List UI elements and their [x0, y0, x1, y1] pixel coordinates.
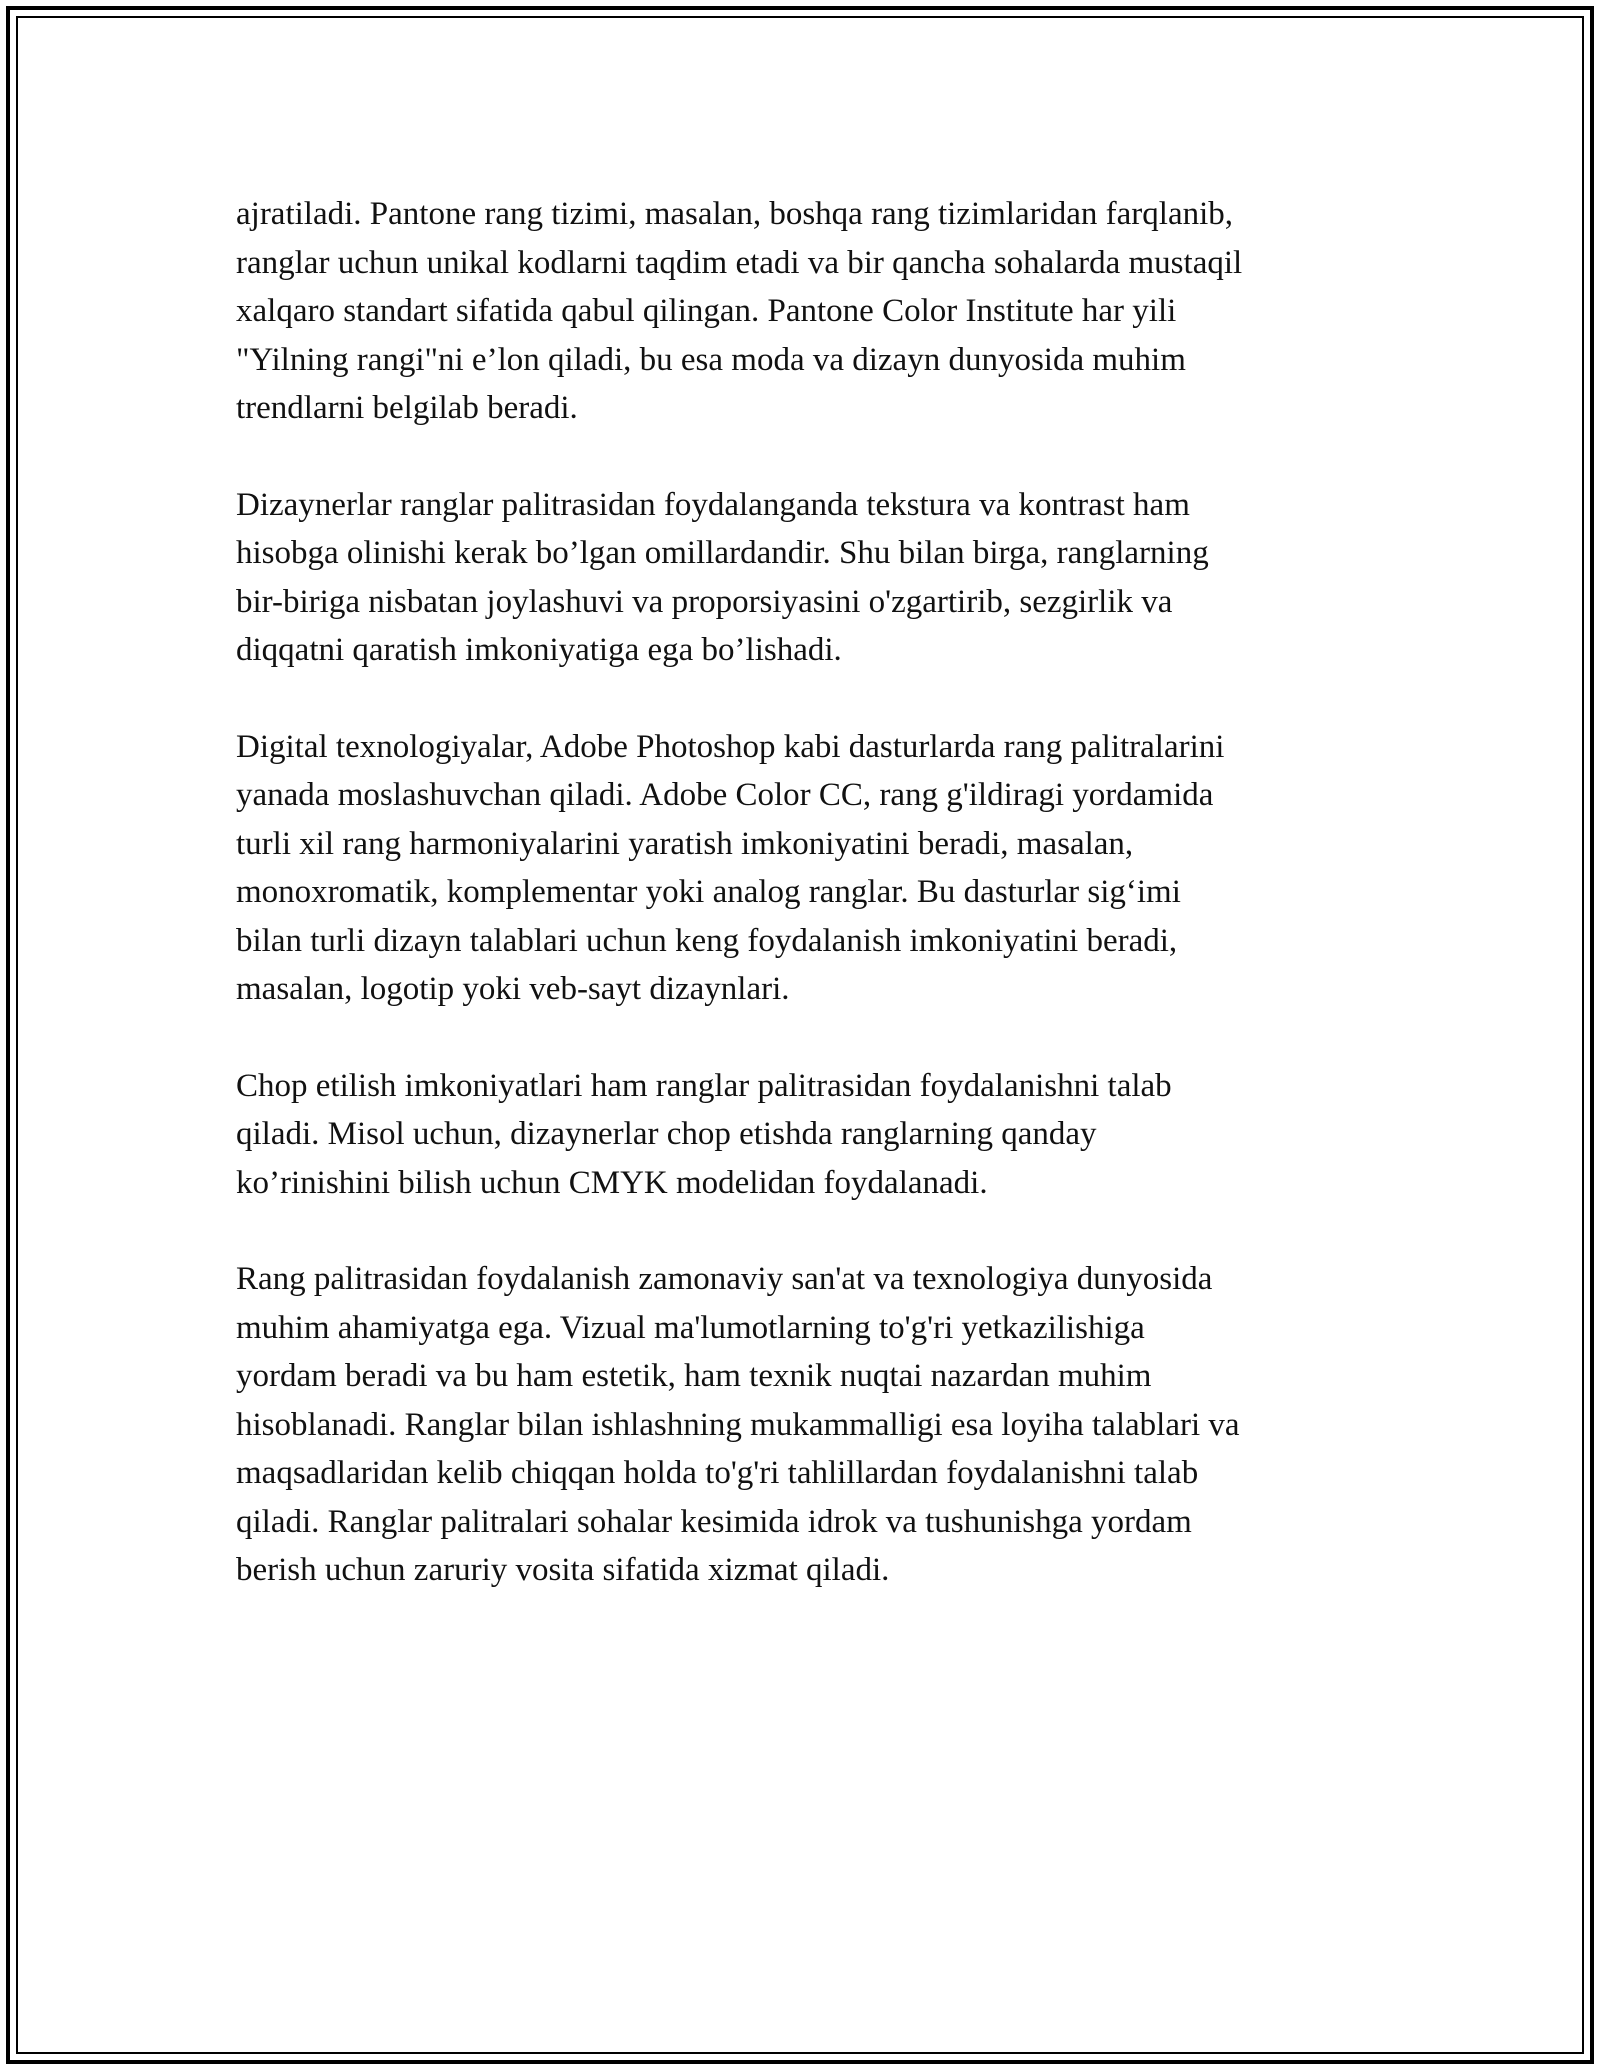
- text-line: yanada moslashuvchan qiladi. Adobe Color CC, rang g'ildiragi yordamida: [236, 777, 1214, 813]
- text-line: bilan turli dizayn talablari uchun keng foydalanish imkoniyatini beradi,: [236, 922, 1178, 959]
- text-line: trendlarni belgilab beradi.: [236, 390, 578, 426]
- text-line: Rang palitrasidan foydalanish zamonaviy san'at va texnologiya dunyosida: [236, 1261, 1213, 1297]
- text-line: qiladi. Misol uchun, dizaynerlar chop etishda ranglarning qanday: [236, 1116, 1097, 1152]
- text-line: ajratiladi. Pantone rang tizimi, masalan, boshqa rang tizimlaridan farqlanib,: [236, 196, 1234, 232]
- text-line: "Yilning rangi"ni e’lon qiladi, bu esa moda va dizayn dunyosida muhim: [236, 341, 1186, 378]
- paragraph-pantone: [236, 190, 1366, 433]
- text-line: ko’rinishini bilish uchun CMYK modelidan foydalanadi.: [236, 1164, 988, 1201]
- text-line: Digital texnologiyalar, Adobe Photoshop kabi dasturlarda rang palitralarini: [236, 728, 1225, 765]
- text-line: hisoblanadi. Ranglar bilan ishlashning mukammalligi esa loyiha talablari va: [236, 1406, 1240, 1443]
- text-line: maqsadlaridan kelib chiqqan holda to'g'ri tahlillardan foydalanishni talab: [236, 1455, 1199, 1491]
- text-line: bir-biriga nisbatan joylashuvi va proporsiyasini o'zgartirib, sezgirlik va: [236, 583, 1173, 620]
- text-line: Dizaynerlar ranglar palitrasidan foydalanganda tekstura va kontrast ham: [236, 486, 1190, 523]
- text-line: yordam beradi va bu ham estetik, ham texnik nuqtai nazardan muhim: [236, 1358, 1152, 1394]
- text-line: xalqaro standart sifatida qabul qilingan. Pantone Color Institute har yili: [236, 293, 1177, 329]
- text-line: turli xil rang harmoniyalarini yaratish imkoniyatini beradi, masalan,: [236, 825, 1134, 862]
- paragraph-digital-tools: [236, 723, 1366, 1014]
- paragraph-printing: [236, 1062, 1366, 1208]
- text-line: ranglar uchun unikal kodlarni taqdim etadi va bir qancha sohalarda mustaqil: [236, 244, 1243, 281]
- text-line: qiladi. Ranglar palitralari sohalar kesimida idrok va tushunishga yordam: [236, 1503, 1192, 1540]
- text-line: hisobga olinishi kerak bo’lgan omillardandir. Shu bilan birga, ranglarning: [236, 535, 1209, 571]
- paragraph-conclusion: [236, 1255, 1366, 1595]
- text-line: monoxromatik, komplementar yoki analog ranglar. Bu dasturlar sig‘imi: [236, 874, 1181, 910]
- text-line: Chop etilish imkoniyatlari ham ranglar palitrasidan foydalanishni talab: [236, 1067, 1172, 1104]
- text-line: masalan, logotip yoki veb-sayt dizaynlari.: [236, 971, 790, 1007]
- text-line: berish uchun zaruriy vosita sifatida xizmat qiladi.: [236, 1552, 890, 1588]
- text-line: diqqatni qaratish imkoniyatiga ega bo’lishadi.: [236, 632, 842, 668]
- text-line: muhim ahamiyatga ega. Vizual ma'lumotlarning to'g'ri yetkazilishiga: [236, 1309, 1145, 1346]
- document-body: [236, 190, 1366, 1643]
- paragraph-texture-contrast: [236, 481, 1366, 675]
